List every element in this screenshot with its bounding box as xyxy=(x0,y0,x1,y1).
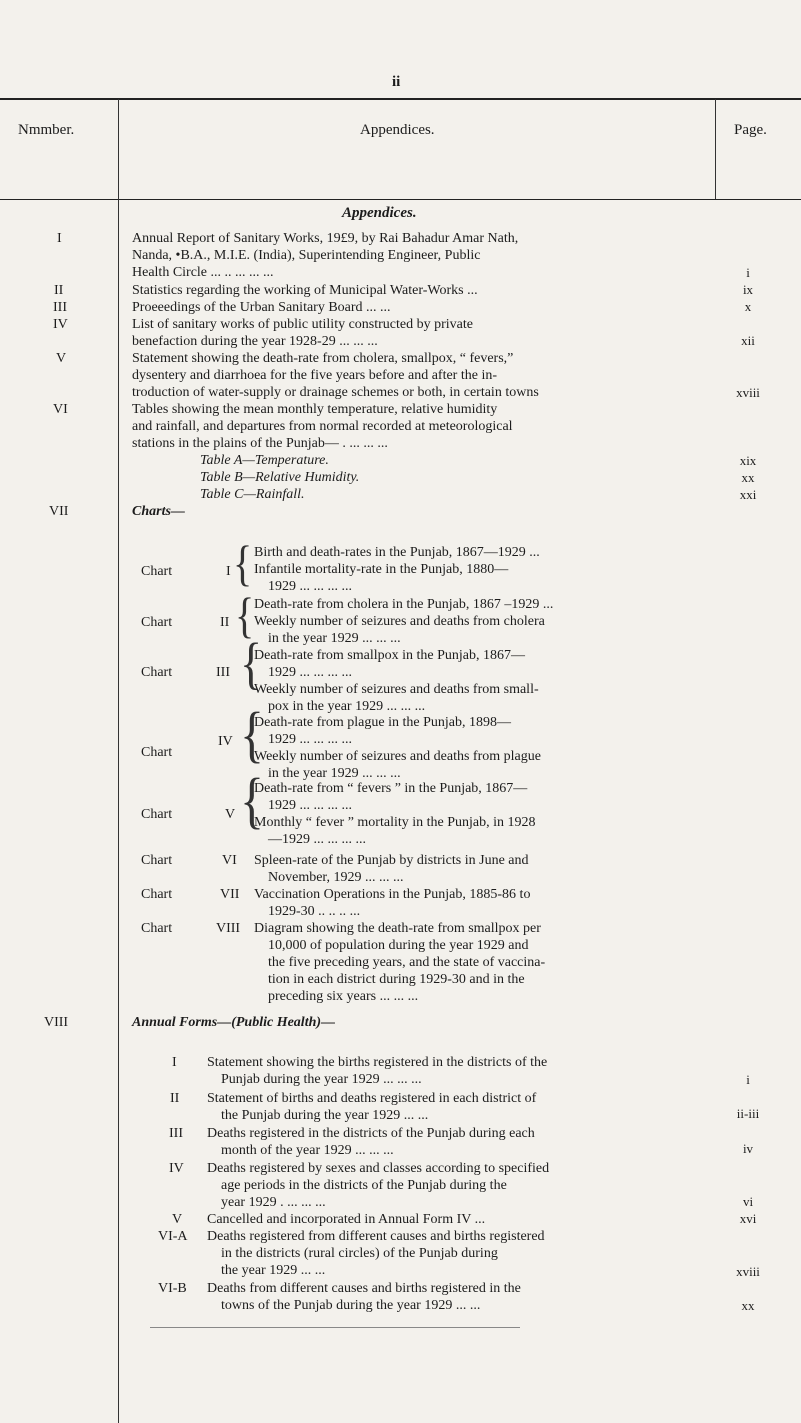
entry-line: 1929 ... ... ... ... xyxy=(268,665,352,680)
chart-label: Chart xyxy=(141,615,173,630)
entry-line: Deaths from different causes and births registered in the xyxy=(207,1281,521,1296)
form-number: V xyxy=(172,1212,183,1227)
appendix-number: I xyxy=(57,231,62,246)
brace: { xyxy=(233,535,253,592)
annual-forms-heading: Annual Forms—(Public Health)— xyxy=(132,1015,336,1030)
entry-line: dysentery and diarrhoea for the five years before and after the in- xyxy=(132,368,497,383)
entry-line: Death-rate from “ fevers ” in the Punjab, 1867— xyxy=(254,781,528,796)
chart-entry xyxy=(254,647,714,715)
entry-line: Statistics regarding the working of Municipal Water-Works ... xyxy=(132,283,478,298)
entry-line: preceding six years ... ... ... xyxy=(268,989,419,1004)
brace: { xyxy=(235,587,255,644)
entry-line: the Punjab during the year 1929 ... ... xyxy=(221,1108,429,1123)
header-appendices: Appendices. xyxy=(360,122,435,138)
entry-line: Health Circle ... .. ... ... ... xyxy=(132,265,274,280)
entry-line: tion in each district during 1929-30 and in the xyxy=(268,972,525,987)
page-ref: x xyxy=(744,299,752,314)
header-number: Nmmber. xyxy=(18,122,75,138)
appendix-entry xyxy=(132,282,712,299)
page-ref: xxi xyxy=(739,487,757,502)
chart-number: I xyxy=(226,564,231,579)
page-number: ii xyxy=(392,74,401,90)
entry-line: Weekly number of seizures and deaths from plague xyxy=(254,749,541,764)
entry-line: Proeeedings of the Urban Sanitary Board ... ... xyxy=(132,300,391,315)
entry-line: Deaths registered by sexes and classes according to specified xyxy=(207,1161,550,1176)
entry-line: Weekly number of seizures and deaths from cholera xyxy=(254,614,545,629)
chart-entry xyxy=(254,714,714,782)
appendix-entry xyxy=(132,401,712,452)
header-bottom-rule xyxy=(0,199,801,200)
entry-line: in the year 1929 ... ... ... xyxy=(268,631,401,646)
entry-line: Nanda, •B.A., M.I.E. (India), Superintending Engineer, Public xyxy=(132,248,481,263)
page-ref: vi xyxy=(742,1194,754,1209)
chart-number: V xyxy=(225,807,236,822)
chart-label: Chart xyxy=(141,745,173,760)
chart-number: VI xyxy=(222,853,237,868)
table-label: Table C—Rainfall. xyxy=(200,487,305,502)
chart-number: II xyxy=(220,615,230,630)
page-ref: xvi xyxy=(739,1211,757,1226)
entry-line: Annual Report of Sanitary Works, 19£9, by Rai Bahadur Amar Nath, xyxy=(132,231,519,246)
entry-line: stations in the plains of the Punjab— . ... ... ... xyxy=(132,436,388,451)
page-ref: xviii xyxy=(736,385,760,400)
entry-line: Death-rate from plague in the Punjab, 1898— xyxy=(254,715,511,730)
chart-number: VIII xyxy=(216,921,241,936)
form-entry xyxy=(207,1125,715,1159)
entry-line: Statement showing the death-rate from cholera, smallpox, “ fevers,” xyxy=(132,351,514,366)
entry-line: in the year 1929 ... ... ... xyxy=(268,766,401,781)
entry-line: November, 1929 ... ... ... xyxy=(268,870,404,885)
table-label: Table B—Relative Humidity. xyxy=(200,470,360,485)
entry-line: List of sanitary works of public utility constructed by private xyxy=(132,317,473,332)
page-ref: ii-iii xyxy=(736,1106,760,1121)
page-ref: xii xyxy=(741,333,755,348)
entry-line: in the districts (rural circles) of the Punjab during xyxy=(221,1246,498,1261)
form-entry xyxy=(207,1280,715,1314)
chart-label: Chart xyxy=(141,807,173,822)
appendix-number: III xyxy=(53,300,67,315)
page-ref: i xyxy=(746,265,750,280)
chart-entry xyxy=(254,920,714,1005)
entry-line: Punjab during the year 1929 ... ... ... xyxy=(221,1072,422,1087)
entry-line: Spleen-rate of the Punjab by districts in June and xyxy=(254,853,529,868)
appendix-number: II xyxy=(54,283,64,298)
entry-line: benefaction during the year 1928-29 ... ... ... xyxy=(132,334,378,349)
entry-line: month of the year 1929 ... ... ... xyxy=(221,1143,394,1158)
entry-line: Infantile mortality-rate in the Punjab, 1880— xyxy=(254,562,509,577)
chart-label: Chart xyxy=(141,887,173,902)
chart-entry xyxy=(254,544,714,595)
entry-line: —1929 ... ... ... ... xyxy=(268,832,366,847)
section-title: Appendices. xyxy=(342,205,417,221)
entry-line: Cancelled and incorporated in Annual Form IV ... xyxy=(207,1212,486,1227)
entry-line: Death-rate from cholera in the Punjab, 1867 –1929 ... xyxy=(254,597,554,612)
chart-number: III xyxy=(216,665,230,680)
entry-line: towns of the Punjab during the year 1929 ... ... xyxy=(221,1298,481,1313)
charts-heading: Charts— xyxy=(132,504,185,519)
form-entry xyxy=(207,1090,715,1124)
entry-line: Birth and death-rates in the Punjab, 1867—1929 ... xyxy=(254,545,540,560)
appendix-number: VI xyxy=(53,402,68,417)
entry-line: Deaths registered in the districts of the Punjab during each xyxy=(207,1126,535,1141)
appendix-entry xyxy=(132,316,712,350)
page-ref: xx xyxy=(741,470,755,485)
top-rule xyxy=(0,98,801,100)
column-divider-right xyxy=(715,99,716,199)
appendix-entry xyxy=(132,299,712,316)
table-label: Table A—Temperature. xyxy=(200,453,329,468)
chart-label: Chart xyxy=(141,921,173,936)
chart-entry xyxy=(254,596,714,647)
form-number: II xyxy=(170,1091,180,1106)
entry-line: age periods in the districts of the Punjab during the xyxy=(221,1178,507,1193)
brace: { xyxy=(240,764,264,835)
entry-line: and rainfall, and departures from normal recorded at meteorological xyxy=(132,419,513,434)
entry-line: 1929 ... ... ... ... xyxy=(268,798,352,813)
chart-number: VII xyxy=(220,887,240,902)
entry-line: Vaccination Operations in the Punjab, 1885-86 to xyxy=(254,887,531,902)
entry-line: 1929-30 .. .. .. ... xyxy=(268,904,361,919)
entry-line: Statement showing the births registered in the districts of the xyxy=(207,1055,548,1070)
form-number: VI-B xyxy=(158,1281,187,1296)
entry-line: Deaths registered from different causes and births registered xyxy=(207,1229,545,1244)
chart-number: IV xyxy=(218,734,233,749)
chart-entry xyxy=(254,852,714,886)
form-number: IV xyxy=(169,1161,184,1176)
entry-line: Tables showing the mean monthly temperature, relative humidity xyxy=(132,402,498,417)
appendix-number: IV xyxy=(53,317,68,332)
entry-line: Weekly number of seizures and deaths from small- xyxy=(254,682,539,697)
entry-line: Diagram showing the death-rate from smallpox per xyxy=(254,921,541,936)
section-number: VIII xyxy=(44,1015,69,1030)
form-entry xyxy=(207,1228,715,1279)
entry-line: Monthly “ fever ” mortality in the Punjab, in 1928 xyxy=(254,815,536,830)
appendix-entry xyxy=(132,230,712,281)
appendix-number: V xyxy=(56,351,67,366)
form-entry xyxy=(207,1211,715,1228)
entry-line: pox in the year 1929 ... ... ... xyxy=(268,699,426,714)
brace: { xyxy=(240,631,263,695)
chart-label: Chart xyxy=(141,665,173,680)
column-divider-left xyxy=(118,99,119,1423)
page-ref: ix xyxy=(742,282,754,297)
entry-line: Death-rate from smallpox in the Punjab, 1867— xyxy=(254,648,525,663)
entry-line: the five preceding years, and the state of vaccina- xyxy=(268,955,546,970)
entry-line: troduction of water-supply or drainage schemes or both, in certain towns xyxy=(132,385,539,400)
page-ref: xviii xyxy=(736,1264,760,1279)
page-ref: xx xyxy=(741,1298,755,1313)
entry-line: 1929 ... ... ... ... xyxy=(268,579,352,594)
section-number: VII xyxy=(49,504,69,519)
brace: { xyxy=(240,698,264,769)
page-ref: xix xyxy=(739,453,757,468)
form-number: III xyxy=(169,1126,183,1141)
form-number: VI-A xyxy=(158,1229,188,1244)
page-ref: i xyxy=(746,1072,750,1087)
entry-line: 1929 ... ... ... ... xyxy=(268,732,352,747)
chart-label: Chart xyxy=(141,853,173,868)
entry-line: Statement of births and deaths registered in each district of xyxy=(207,1091,537,1106)
form-number: I xyxy=(172,1055,177,1070)
form-entry xyxy=(207,1054,715,1088)
chart-entry xyxy=(254,780,714,848)
appendix-entry xyxy=(132,350,712,401)
header-page: Page. xyxy=(734,122,767,138)
entry-line: year 1929 . ... ... ... xyxy=(221,1195,326,1210)
chart-label: Chart xyxy=(141,564,173,579)
form-entry xyxy=(207,1160,715,1211)
chart-entry xyxy=(254,886,714,920)
bottom-rule xyxy=(150,1327,520,1328)
entry-line: the year 1929 ... ... xyxy=(221,1263,326,1278)
entry-line: 10,000 of population during the year 1929 and xyxy=(268,938,529,953)
page-ref: iv xyxy=(742,1141,754,1156)
